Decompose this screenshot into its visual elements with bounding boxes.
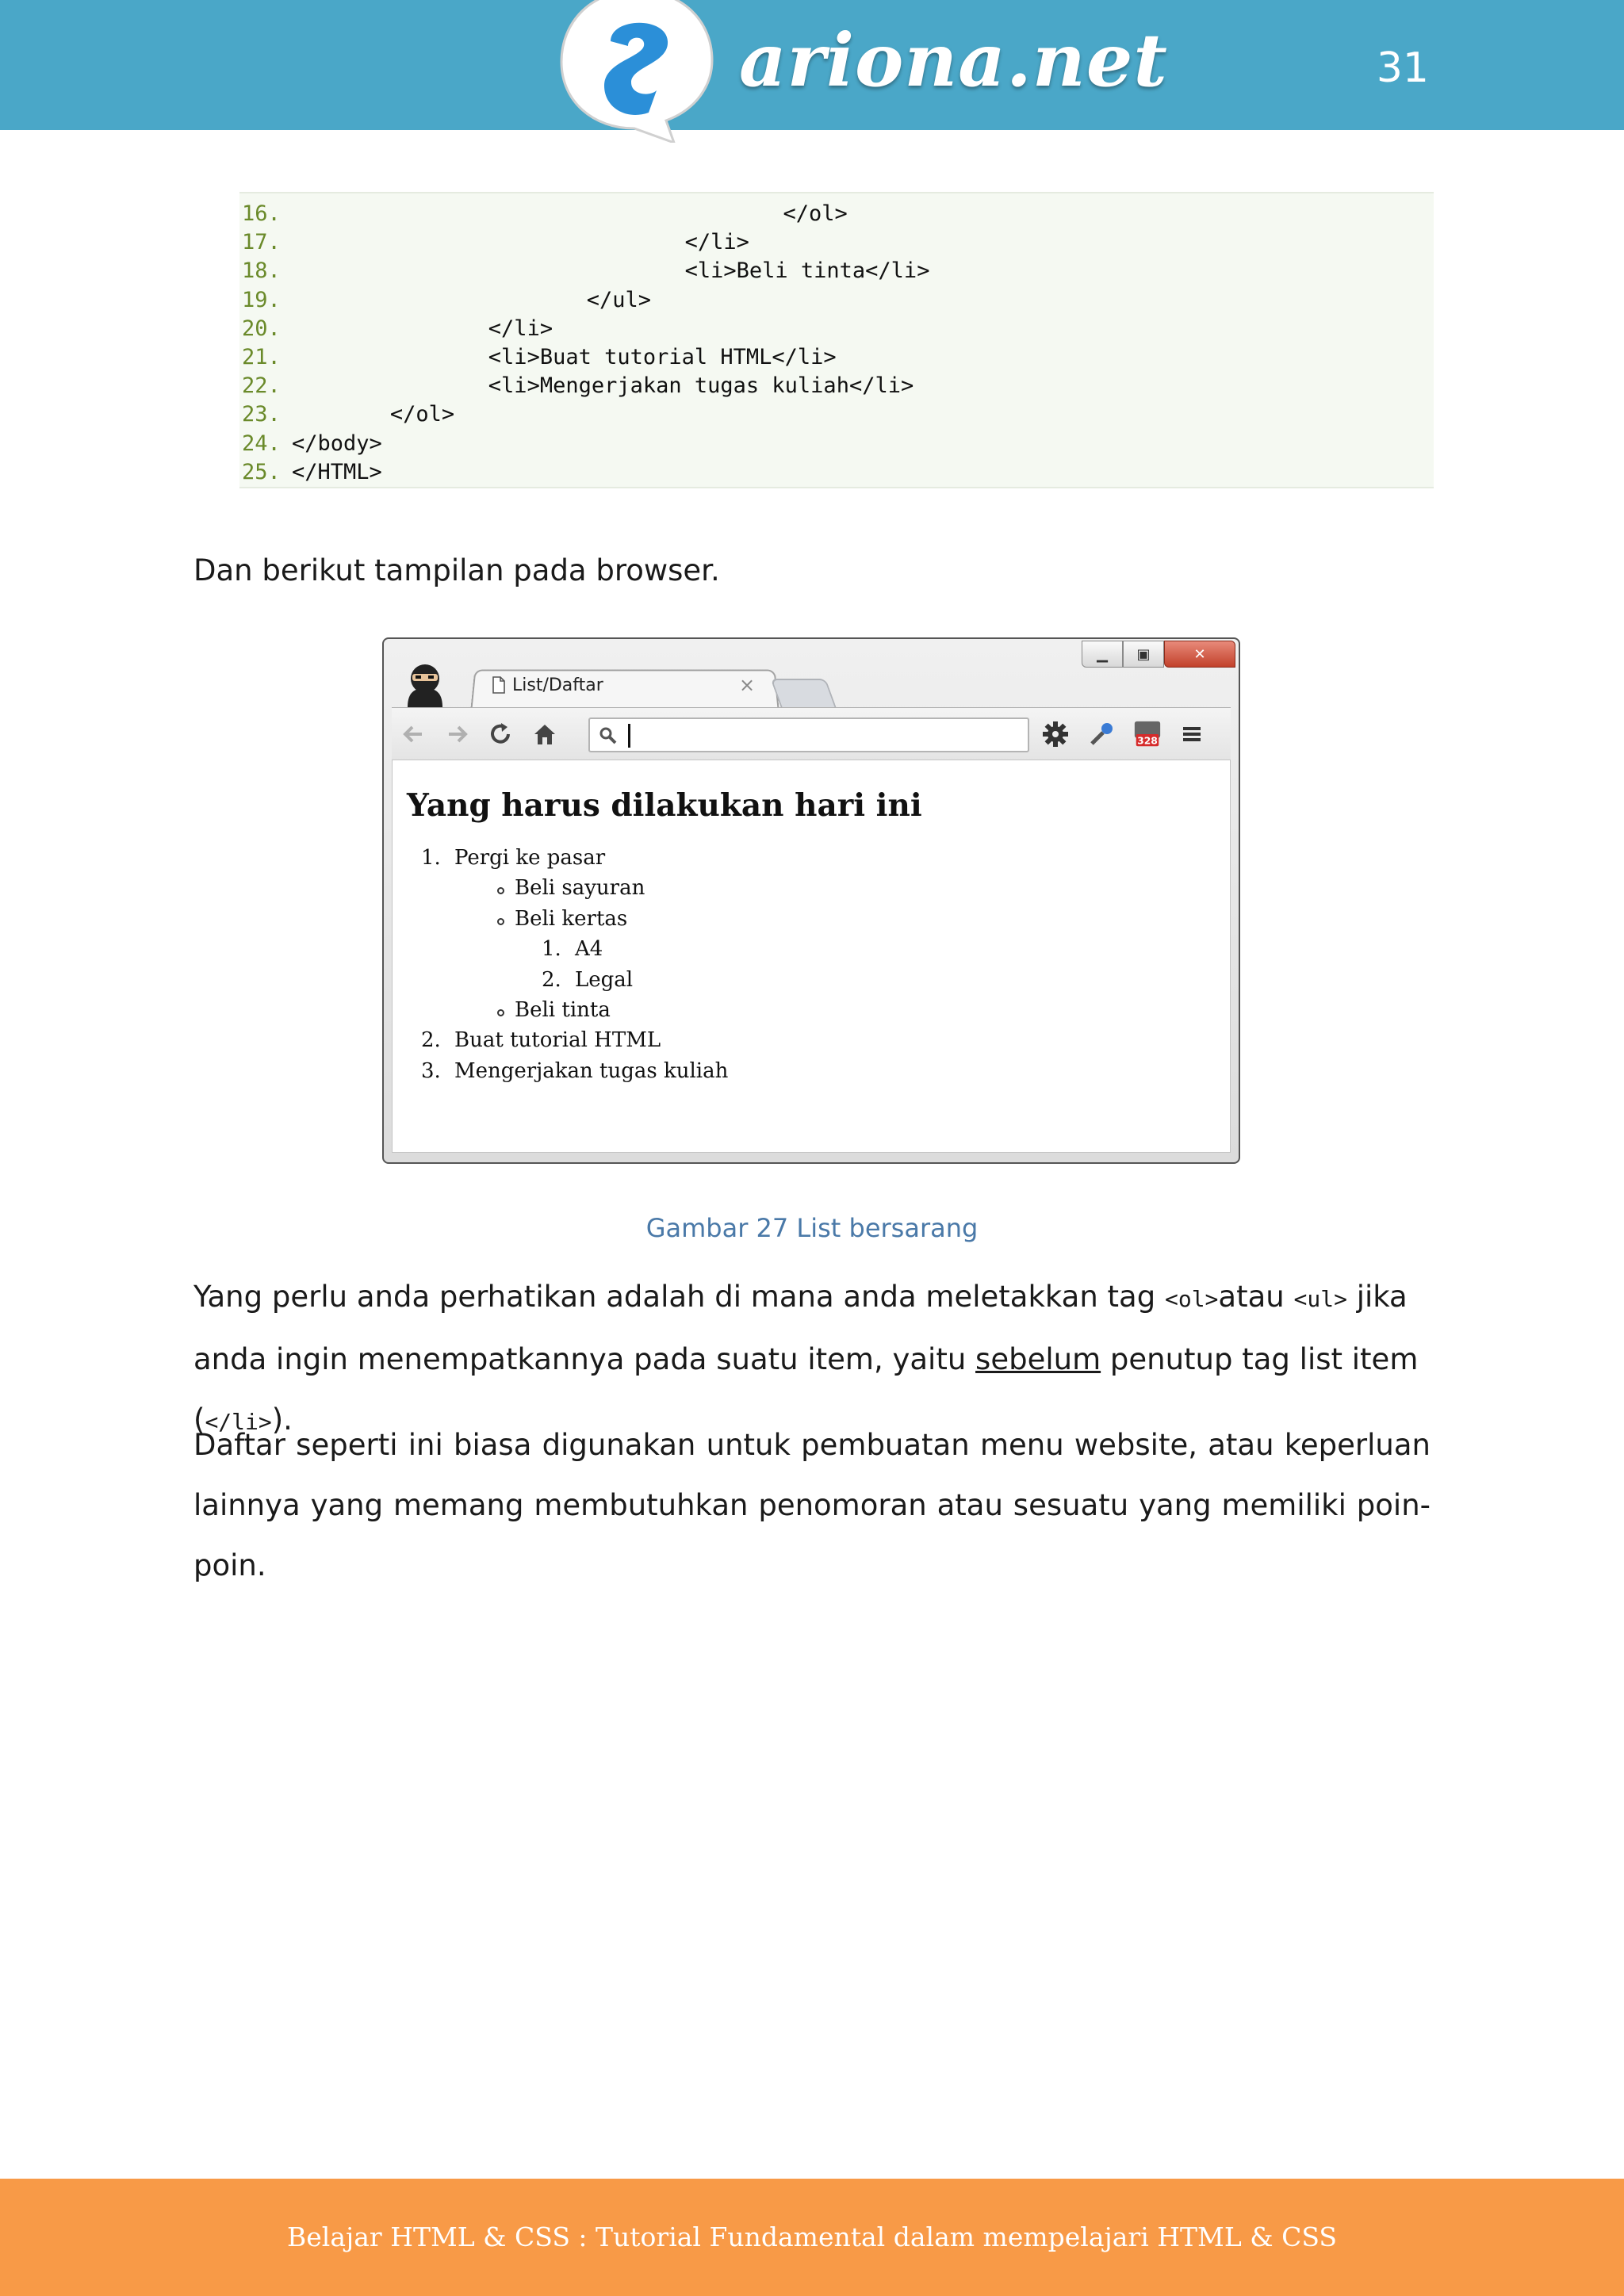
code-line [239, 372, 1434, 400]
list-item: Beli kertas [515, 906, 628, 931]
list-item: Legal [575, 967, 634, 992]
list-bullet-icon [497, 918, 504, 925]
list-item: Beli sayuran [515, 876, 645, 901]
code-line-text: </HTML> [292, 459, 382, 484]
page-header [0, 0, 1624, 130]
underlined-text: sebelum [975, 1342, 1101, 1376]
paragraph-text: ). [271, 1402, 293, 1437]
minimize-icon[interactable]: ▁ [1082, 641, 1123, 668]
list-number: 3. [421, 1058, 441, 1083]
code-line [239, 343, 1434, 372]
code-line [239, 430, 1434, 458]
paragraph-text: atau [1218, 1280, 1294, 1314]
code-line-number: 20. [242, 316, 281, 341]
site-logo [555, 0, 1168, 143]
tab-title: List/Daftar [512, 675, 603, 695]
code-line [239, 315, 1434, 343]
body-paragraph-2: Daftar seperti ini biasa digunakan untuk pembuatan menu website, atau keperluan lainnya yang memang membutuhkan penomoran atau sesuatu yang memiliki poin-poin. [193, 1428, 1431, 1582]
maximize-icon[interactable]: ▣ [1123, 641, 1164, 668]
list-bullet-icon [497, 1009, 504, 1016]
code-line-text: <li>Buat tutorial HTML</li> [488, 344, 837, 369]
figure-caption: Gambar 27 List bersarang [645, 1213, 979, 1243]
page-footer [0, 2179, 1624, 2296]
code-line-number: 21. [242, 344, 281, 369]
tab-close-icon[interactable]: × [739, 674, 756, 696]
code-line-number: 25. [242, 459, 281, 484]
code-line-text: </li> [684, 230, 749, 255]
ninja-incognito-icon [403, 661, 447, 709]
document-icon [492, 675, 506, 695]
list-number: 2. [421, 1028, 441, 1053]
footer-text: Belajar HTML & CSS : Tutorial Fundamental dalam mempelajari HTML & CSS [287, 2221, 1337, 2252]
menu-icon[interactable] [1177, 719, 1207, 749]
list-bullet-icon [497, 887, 504, 894]
text-cursor [628, 724, 630, 748]
inline-code: <ol> [1164, 1286, 1219, 1312]
search-icon [598, 725, 619, 746]
gear-icon[interactable] [1040, 719, 1071, 749]
forward-arrow-icon[interactable] [442, 719, 473, 749]
browser-toolbar [392, 707, 1231, 761]
extension-badge-icon[interactable] [1132, 719, 1162, 749]
code-line-number: 16. [242, 201, 281, 226]
badge-count: 328 [1137, 735, 1158, 747]
code-block [239, 192, 1434, 488]
code-line-number: 23. [242, 402, 281, 427]
code-line-text: </li> [488, 316, 553, 341]
inline-code: </li> [205, 1409, 272, 1435]
code-line-number: 22. [242, 373, 281, 399]
list-item: Mengerjakan tugas kuliah [454, 1058, 729, 1083]
paragraph-text: Yang perlu anda perhatikan adalah di mana anda meletakkan tag [193, 1280, 1165, 1314]
logo-bubble-icon [555, 0, 718, 143]
list-number: 2. [542, 967, 561, 992]
code-line [239, 286, 1434, 315]
paragraph-text: jika anda ingin menempatkannya pada suatu item, yaitu [193, 1280, 1408, 1376]
code-line-text: </ol> [389, 402, 455, 427]
window-controls [1082, 641, 1235, 668]
code-line [239, 400, 1434, 429]
logo-text: ariona.net [739, 17, 1168, 103]
code-line [239, 458, 1434, 487]
code-line [239, 200, 1434, 228]
code-line-text: </ul> [586, 287, 651, 312]
list-item: Beli tinta [515, 998, 611, 1022]
eyedropper-icon[interactable] [1086, 719, 1116, 749]
page-number: 31 [1376, 44, 1429, 92]
list-item: Buat tutorial HTML [454, 1028, 661, 1053]
code-line-number: 17. [242, 230, 281, 255]
code-line-text: </body> [292, 430, 382, 456]
list-item: A4 [575, 937, 603, 962]
browser-viewport [392, 760, 1231, 1153]
code-line-text: </ol> [783, 201, 848, 226]
home-icon[interactable] [530, 719, 560, 749]
paragraph-text: penutup tag list item ( [193, 1342, 1419, 1437]
list-item: Pergi ke pasar [454, 846, 606, 870]
code-line-number: 24. [242, 430, 281, 456]
list-number: 1. [421, 846, 441, 870]
code-line [239, 228, 1434, 257]
address-bar-input[interactable] [588, 718, 1029, 752]
list-number: 1. [542, 937, 561, 962]
browser-screenshot [382, 637, 1240, 1164]
code-line-number: 19. [242, 287, 281, 312]
close-window-icon[interactable]: ✕ [1164, 641, 1235, 668]
code-line-text: <li>Mengerjakan tugas kuliah</li> [488, 373, 914, 399]
code-line-text: <li>Beli tinta</li> [684, 258, 930, 284]
intro-text: Dan berikut tampilan pada browser. [193, 553, 720, 587]
reload-icon[interactable] [485, 719, 515, 749]
new-tab-button[interactable] [770, 679, 836, 707]
back-arrow-icon[interactable] [398, 719, 428, 749]
inline-code: <ul> [1293, 1286, 1347, 1312]
code-line-number: 18. [242, 258, 281, 284]
code-line [239, 257, 1434, 285]
viewport-heading: Yang harus dilakukan hari ini [407, 787, 922, 824]
